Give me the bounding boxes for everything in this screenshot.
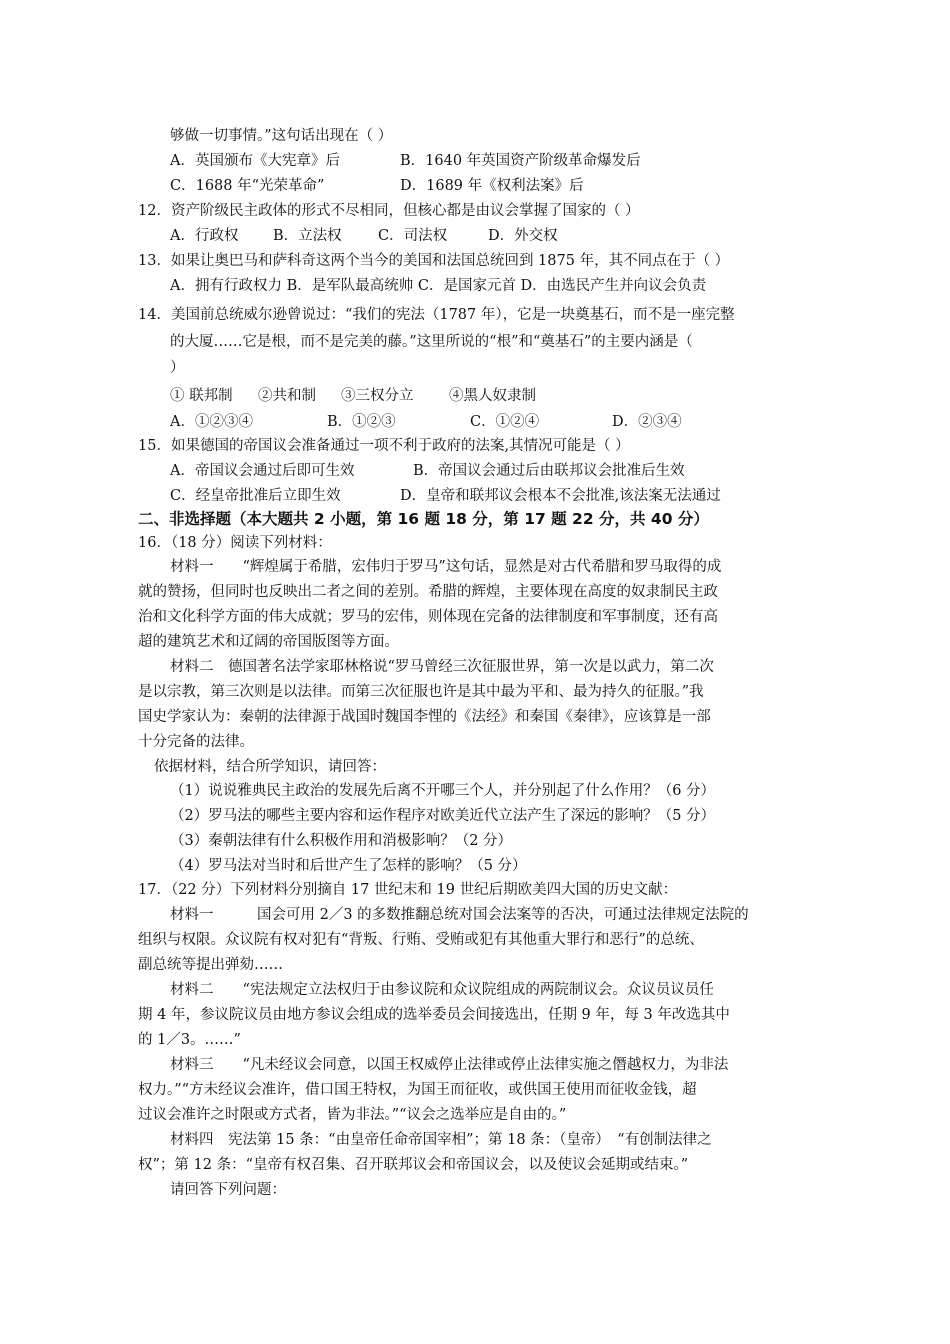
q12-option-c: C．司法权 [378, 228, 448, 244]
q16-material1-line3: 治和文化科学方面的伟大成就；罗马的宏伟，则体现在完备的法律制度和军事制度，还有高 [138, 609, 718, 625]
q14-stem-line2: 的大厦……它是根，而不是完美的藤。”这里所说的“根”和“奠基石”的主要内涵是（ [170, 334, 693, 350]
q14-item-3: ③三权分立 [341, 388, 414, 404]
q16-sub-1: （1）说说雅典民主政治的发展先后离不开哪三个人，并分别起了什么作用？（6 分） [170, 783, 716, 799]
q11-option-a: A．英国颁布《大宪章》后 [170, 153, 340, 169]
q14-option-a: A．①②③④ [170, 414, 253, 430]
q16-material2-line3: 国史学家认为：秦朝的法律源于战国时魏国李悝的《法经》和秦国《秦律》，应该算是一部 [138, 709, 711, 725]
q16-material1-line4: 超的建筑艺术和辽阔的帝国版图等方面。 [138, 634, 399, 650]
q15-option-a: A．帝国议会通过后即可生效 [170, 463, 355, 479]
q12-option-b: B．立法权 [273, 228, 342, 244]
q17-prompt: 请回答下列问题： [170, 1182, 286, 1198]
q16-material2-line4: 十分完备的法律。 [138, 734, 254, 750]
q16-material2-line1: 材料二 德国著名法学家耶林格说“罗马曾经三次征服世界，第一次是以武力，第二次 [170, 659, 714, 675]
q11-option-d: D．1689 年《权利法案》后 [400, 178, 584, 194]
q16-sub-2: （2）罗马法的哪些主要内容和运作程序对欧美近代立法产生了深远的影响？（5 分） [170, 808, 716, 824]
q16-material1-line2: 就的赞扬，但同时也反映出二者之间的差别。希腊的辉煌，主要体现在高度的奴隶制民主政 [138, 584, 718, 600]
q17-material2-line3: 的 1／3。……” [138, 1032, 241, 1048]
q17-material4-line1: 材料四 宪法第 15 条：“由皇帝任命帝国宰相”；第 18 条：（皇帝） “有创制法律之 [170, 1132, 712, 1148]
q16-material2-line2: 是以宗教，第三次则是以法律。而第三次征服也许是其中最为平和、最为持久的征服。”我 [138, 684, 704, 700]
q17-material1-line3: 副总统等提出弹劾…… [138, 957, 283, 973]
q16-sub-3: （3）秦朝法律有什么积极作用和消极影响？（2 分） [170, 833, 513, 849]
q12-option-d: D．外交权 [488, 228, 558, 244]
q17-material2-line1: 材料二 “宪法规定立法权归于由参议院和众议院组成的两院制议会。众议员议员任 [170, 982, 714, 998]
q15-option-b: B．帝国议会通过后由联邦议会批准后生效 [413, 463, 685, 479]
q17-material1-line2: 组织与权限。众议院有权对犯有“背叛、行贿、受贿或犯有其他重大罪行和恶行”的总统、 [138, 932, 704, 948]
q11-stem-end: 够做一切事情。”这句话出现在（ ） [170, 128, 393, 144]
q15-option-d: D．皇帝和联邦议会根本不会批准,该法案无法通过 [400, 488, 721, 504]
q13-stem: 13．如果让奥巴马和萨科奇这两个当今的美国和法国总统回到 1875 年，其不同点在于（ ） [138, 253, 730, 269]
q17-material3-line3: 过议会准许之时限或方式者，皆为非法。”“议会之选举应是自由的。” [138, 1107, 567, 1123]
q17-material3-line1: 材料三 “凡未经议会同意，以国王权威停止法律或停止法律实施之僭越权力，为非法 [170, 1057, 729, 1073]
q14-option-d: D．②③④ [612, 414, 682, 430]
q16-stem: 16．（18 分）阅读下列材料： [138, 535, 332, 551]
q14-stem-line1: 14．美国前总统威尔逊曾说过：“我们的宪法（1787 年），它是一块奠基石，而不是一座完整 [138, 307, 735, 323]
q14-stem-line3: ） [170, 360, 185, 376]
q14-option-c: C．①②④ [470, 414, 540, 430]
q17-material4-line2: 权”；第 12 条：“皇帝有权召集、召开联邦议会和帝国议会，以及使议会延期或结束。” [138, 1157, 689, 1173]
q16-sub-4: （4）罗马法对当时和后世产生了怎样的影响？（5 分） [170, 858, 527, 874]
q14-item-2: ②共和制 [258, 388, 316, 404]
q14-item-1: ① 联邦制 [170, 388, 233, 404]
q17-material1-line1: 材料一 国会可用 2／3 的多数推翻总统对国会法案等的否决，可通过法律规定法院的 [170, 907, 749, 923]
section-2-heading: 二、非选择题（本大题共 2 小题，第 16 题 18 分，第 17 题 22 分，共 40 分） [138, 510, 709, 528]
q16-prompt: 依据材料，结合所学知识，请回答： [154, 759, 386, 775]
q17-material3-line2: 权力。”“方未经议会准许，借口国王特权，为国王而征收，或供国王使用而征收金钱，超 [138, 1082, 697, 1098]
q11-option-c: C．1688 年“光荣革命” [170, 178, 325, 194]
q14-option-b: B．①②③ [327, 414, 396, 430]
q14-item-4: ④黑人奴隶制 [449, 388, 536, 404]
q15-option-c: C．经皇帝批准后立即生效 [170, 488, 341, 504]
q17-material2-line2: 期 4 年，参议院议员由地方参议会组成的选举委员会间接选出，任期 9 年，每 3 年改选其中 [138, 1007, 730, 1023]
q11-option-b: B．1640 年英国资产阶级革命爆发后 [400, 153, 641, 169]
q16-material1-line1: 材料一 “辉煌属于希腊，宏伟归于罗马”这句话，显然是对古代希腊和罗马取得的成 [170, 559, 722, 575]
q12-option-a: A．行政权 [170, 228, 239, 244]
q17-stem: 17．（22 分）下列材料分别摘自 17 世纪末和 19 世纪后期欧美四大国的历史文献： [138, 882, 678, 898]
q15-stem: 15．如果德国的帝国议会准备通过一项不利于政府的法案,其情况可能是（ ） [138, 438, 630, 454]
q13-options: A．拥有行政权力 B．是军队最高统帅 C．是国家元首 D．由选民产生并向议会负责 [170, 278, 707, 294]
q12-stem: 12．资产阶级民主政体的形式不尽相同，但核心都是由议会掌握了国家的（ ） [138, 203, 640, 219]
